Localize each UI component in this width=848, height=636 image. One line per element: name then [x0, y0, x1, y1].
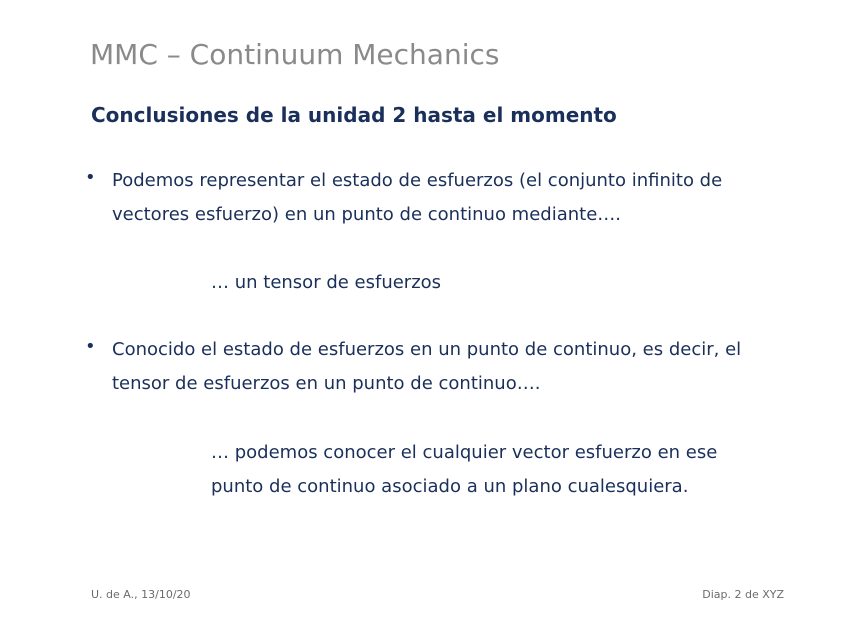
footer-slide-number: Diap. 2 de XYZ: [702, 588, 784, 601]
bullet-followup: … podemos conocer el cualquier vector esfuerzo en ese punto de continuo asociado a un plano cualesquiera.: [211, 442, 718, 497]
bullet-marker: •: [85, 167, 96, 188]
slide-title: MMC – Continuum Mechanics: [90, 38, 500, 71]
footer-author-date: U. de A., 13/10/20: [91, 588, 191, 601]
slide-subtitle: Conclusiones de la unidad 2 hasta el momento: [91, 103, 617, 127]
bullet-text: Conocido el estado de esfuerzos en un punto de continuo, es decir, el tensor de esfuerzos en un punto de continuo….: [112, 339, 742, 394]
bullet-followup: … un tensor de esfuerzos: [211, 272, 442, 293]
bullet-text: Podemos representar el estado de esfuerzos (el conjunto infinito de vectores esfuerzo) en un punto de continuo mediante….: [112, 170, 723, 225]
bullet-marker: •: [85, 336, 96, 357]
